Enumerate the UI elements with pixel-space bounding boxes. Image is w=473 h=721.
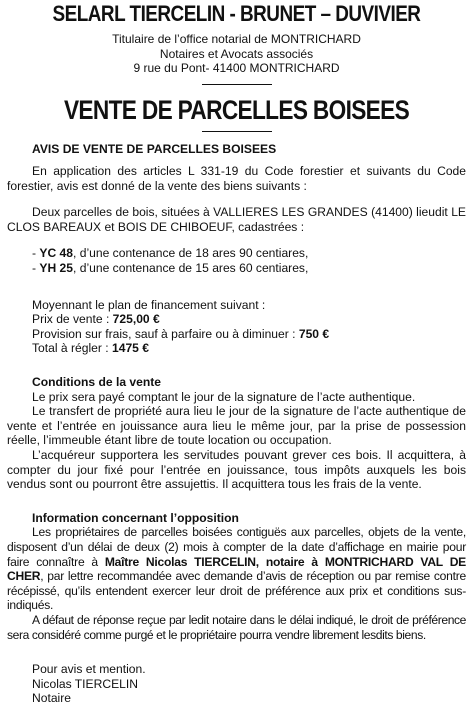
provision-line: Provision sur frais, sauf à parfaire ou à diminuer : 750 €: [32, 326, 330, 341]
page-title: VENTE DE PARCELLES BOISEES: [63, 94, 410, 125]
firm-office-line: Titulaire de l’office notarial de MONTRICHARD: [112, 32, 361, 46]
parcel-item-2: - YH 25, d’une contenance de 15 ares 60 centiares,: [32, 261, 309, 276]
conditions-price: Le prix sera payé comptant le jour de la signature de l’acte authentique.: [32, 389, 416, 404]
firm-address-line: 9 rue du Pont- 41400 MONTRICHARD: [133, 61, 340, 75]
provision-value: 750 €: [298, 326, 330, 341]
notice-intro: En application des articles L 331-19 du Code forestier et suivants du Code forestier, avis est donné de la vente des biens suivants :: [7, 164, 466, 193]
firm-details: [7, 32, 466, 76]
divider-top: [202, 84, 272, 85]
financing-intro: Moyennant le plan de financement suivant :: [32, 297, 266, 312]
opposition-default: A défaut de réponse reçue par ledit notaire dans le délai indiqué, le droit de préférence sera considéré comme purgé et le propriétaire pourra vendre librement lesdits biens.: [7, 612, 466, 642]
closing-mention: Pour avis et mention.: [32, 662, 146, 677]
parcels-intro: Deux parcelles de bois, situées à VALLIERES LES GRANDES (41400) lieudit LE CLOS BAREAUX et BOIS DE CHIBOEUF, cadastrées :: [7, 205, 466, 234]
conditions-servitudes: L’acquéreur supportera les servitudes pouvant grever ces bois. Il acquittera, à compter du jour fixé pour l’entrée en jouissance, tous impôts auxquels les bois vendus sont ou pourront être assujettis. Il acquittera tous les frais de la vente.: [7, 448, 466, 492]
parcel-item-1: - YC 48, d’une contenance de 18 ares 90 centiares,: [32, 246, 309, 261]
signatory-name: Nicolas TIERCELIN: [32, 676, 138, 691]
divider-title: [202, 131, 272, 132]
conditions-heading: Conditions de la vente: [32, 375, 162, 390]
notice-body: [7, 142, 466, 706]
opposition-rights: Les propriétaires de parcelles boisées contiguës aux parcelles, objets de la vente, disposent d’un délai de deux (2) mois à compter de la date d’affichage en mairie pour faire connaître à Maître Nicolas TIERCELIN, notaire à MONTRICHARD VAL DE CHER, par lettre recommandée avec demande d’avis de réception ou par remise contre récépissé, qu’ils entendent exercer leur droit de préférence aux prix et conditions sus-indiqués.: [7, 525, 466, 613]
price-value: 725,00 €: [112, 312, 160, 327]
opposition-heading: Information concernant l’opposition: [32, 510, 239, 525]
price-line: Prix de vente : 725,00 €: [32, 312, 160, 327]
total-line: Total à régler : 1475 €: [32, 341, 149, 356]
signatory-title: Notaire: [32, 691, 71, 706]
firm-associates-line: Notaires et Avocats associés: [159, 46, 314, 61]
notary-name: Maître Nicolas TIERCELIN, notaire à MONTRICHARD VAL DE CHER: [7, 554, 466, 584]
parcel-ref-2: YH 25: [39, 261, 74, 276]
firm-name: SELARL TIERCELIN - BRUNET – DUVIVIER: [52, 1, 421, 26]
parcel-ref-1: YC 48: [39, 246, 74, 261]
conditions-transfer: Le transfert de propriété aura lieu le jour de la signature de l’acte authentique de vente et l’entrée en jouissance aura lieu le même jour, par la prise de possession réelle, l’immeuble étant libre de toute location ou occupation.: [7, 404, 466, 448]
notice-heading: AVIS DE VENTE DE PARCELLES BOISEES: [32, 141, 277, 156]
total-value: 1475 €: [112, 341, 149, 356]
